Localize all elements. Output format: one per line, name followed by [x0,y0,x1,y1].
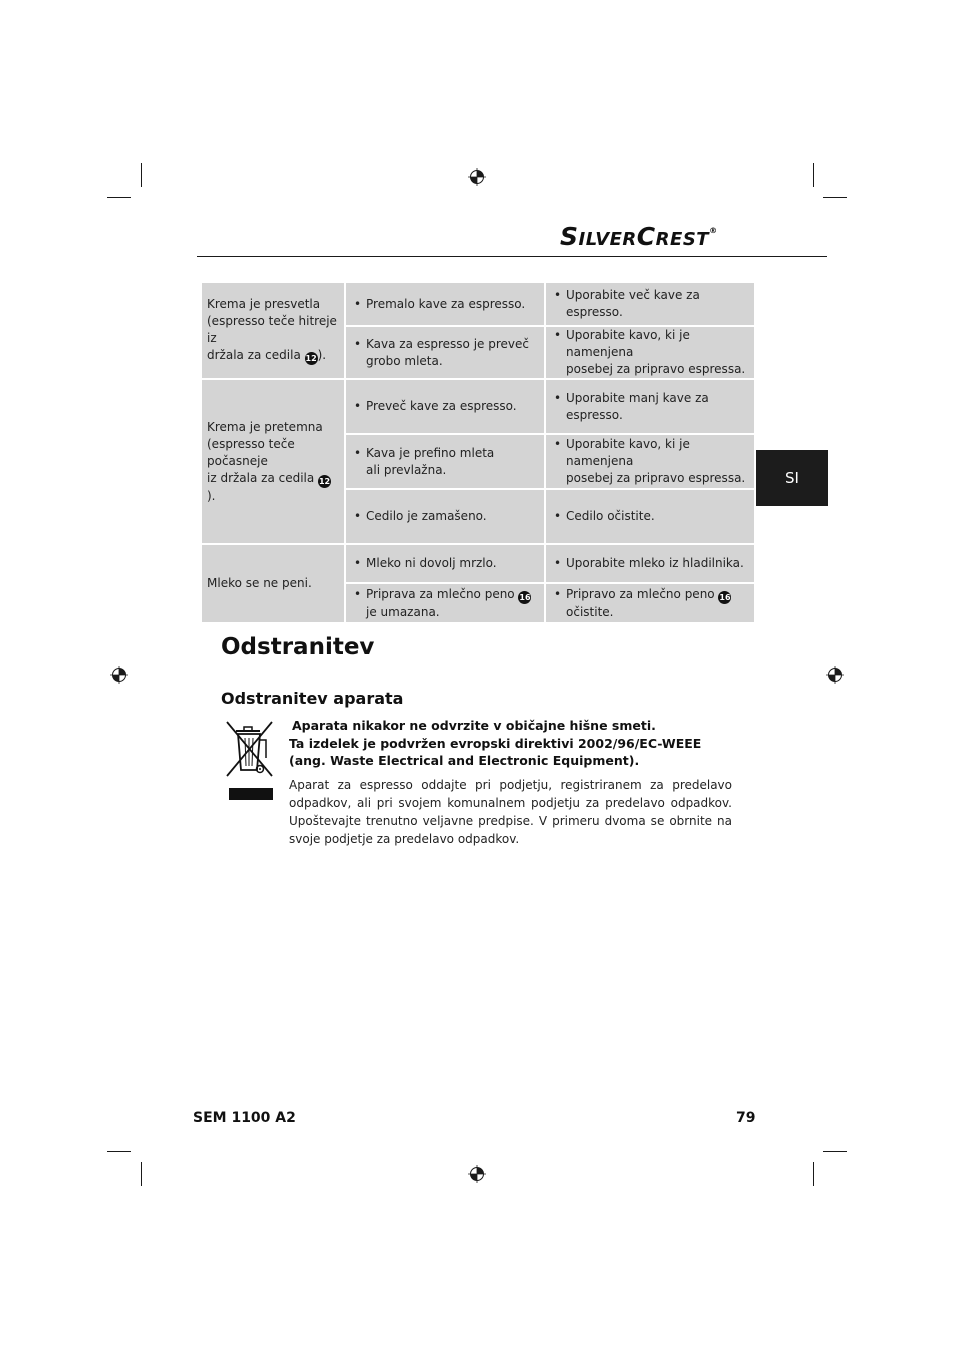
cause-cell: • Priprava za mlečno peno 16 je umazana. [345,583,545,623]
crop-mark [823,197,847,198]
table-row [201,544,755,583]
remedy-cell: • Cedilo očistite. [545,489,755,544]
part-number-badge: 12 [305,354,317,363]
table-row [201,282,755,326]
crop-mark [141,163,142,187]
crop-mark [107,1151,131,1152]
problem-cell: Krema je pretemna (espresso teče počasneje iz držala za cedila 12). [201,379,345,544]
crop-mark [141,1162,142,1186]
cause-cell: • Kava je prefino mleta ali prevlažna. [345,434,545,489]
subsection-heading: Odstranitev aparata [221,689,404,708]
table-row [201,379,755,434]
part-number-badge: 12 [318,476,331,486]
part-number-badge: 16 [719,592,731,602]
remedy-cell: • Pripravo za mlečno peno 16 očistite. [545,583,755,623]
weee-crossed-bin-icon [222,718,278,802]
troubleshooting-table [200,281,756,624]
header-rule [197,256,827,257]
registration-mark-icon [468,168,486,186]
problem-cell: Krema je presvetla (espresso teče hitreje iz držala za cedila 12). [201,282,345,379]
crop-mark [107,197,131,198]
registration-mark-icon [468,1165,486,1183]
cause-cell: • Preveč kave za espresso. [345,379,545,434]
section-heading: Odstranitev [221,634,375,660]
disposal-instructions: Aparat za espresso oddajte pri podjetju, registriranem za predelavo odpadkov, ali pri svojem komunalnem podjetju za predelavo odpadkov. Upoštevajte trenutno veljavne predpise. V primeru dvoma se obrnite na svoje podjetje za predelavo odpadkov. [289,778,732,846]
cause-cell: • Mleko ni dovolj mrzlo. [345,544,545,583]
crop-mark [813,163,814,187]
cause-cell: • Kava za espresso je preveč grobo mleta. [345,326,545,379]
remedy-cell: • Uporabite manj kave za espresso. [545,379,755,434]
page-number: 79 [736,1110,756,1126]
crop-mark [823,1151,847,1152]
remedy-cell: • Uporabite več kave za espresso. [545,282,755,326]
part-number-badge: 16 [519,592,531,602]
brand-logo: SILVERCREST® [560,222,718,251]
cause-cell: • Premalo kave za espresso. [345,282,545,326]
remedy-cell: • Uporabite kavo, ki je namenjena posebej za pripravo espressa. [545,434,755,489]
language-tab: SI [756,450,828,506]
disposal-warning: Aparata nikakor ne odvrzite v običajne hišne smeti. Ta izdelek je podvržen evropski direktivi 2002/96/EC-WEEE (ang. Waste Electrical and Electronic Equipment). [289,718,702,768]
registration-mark-icon [826,666,844,684]
remedy-cell: • Uporabite kavo, ki je namenjena posebej za pripravo espressa. [545,326,755,379]
remedy-cell: • Uporabite mleko iz hladilnika. [545,544,755,583]
footer-model: SEM 1100 A2 [193,1110,296,1126]
crop-mark [813,1162,814,1186]
registration-mark-icon [110,666,128,684]
problem-cell: Mleko se ne peni. [201,544,345,623]
cause-cell: • Cedilo je zamašeno. [345,489,545,544]
